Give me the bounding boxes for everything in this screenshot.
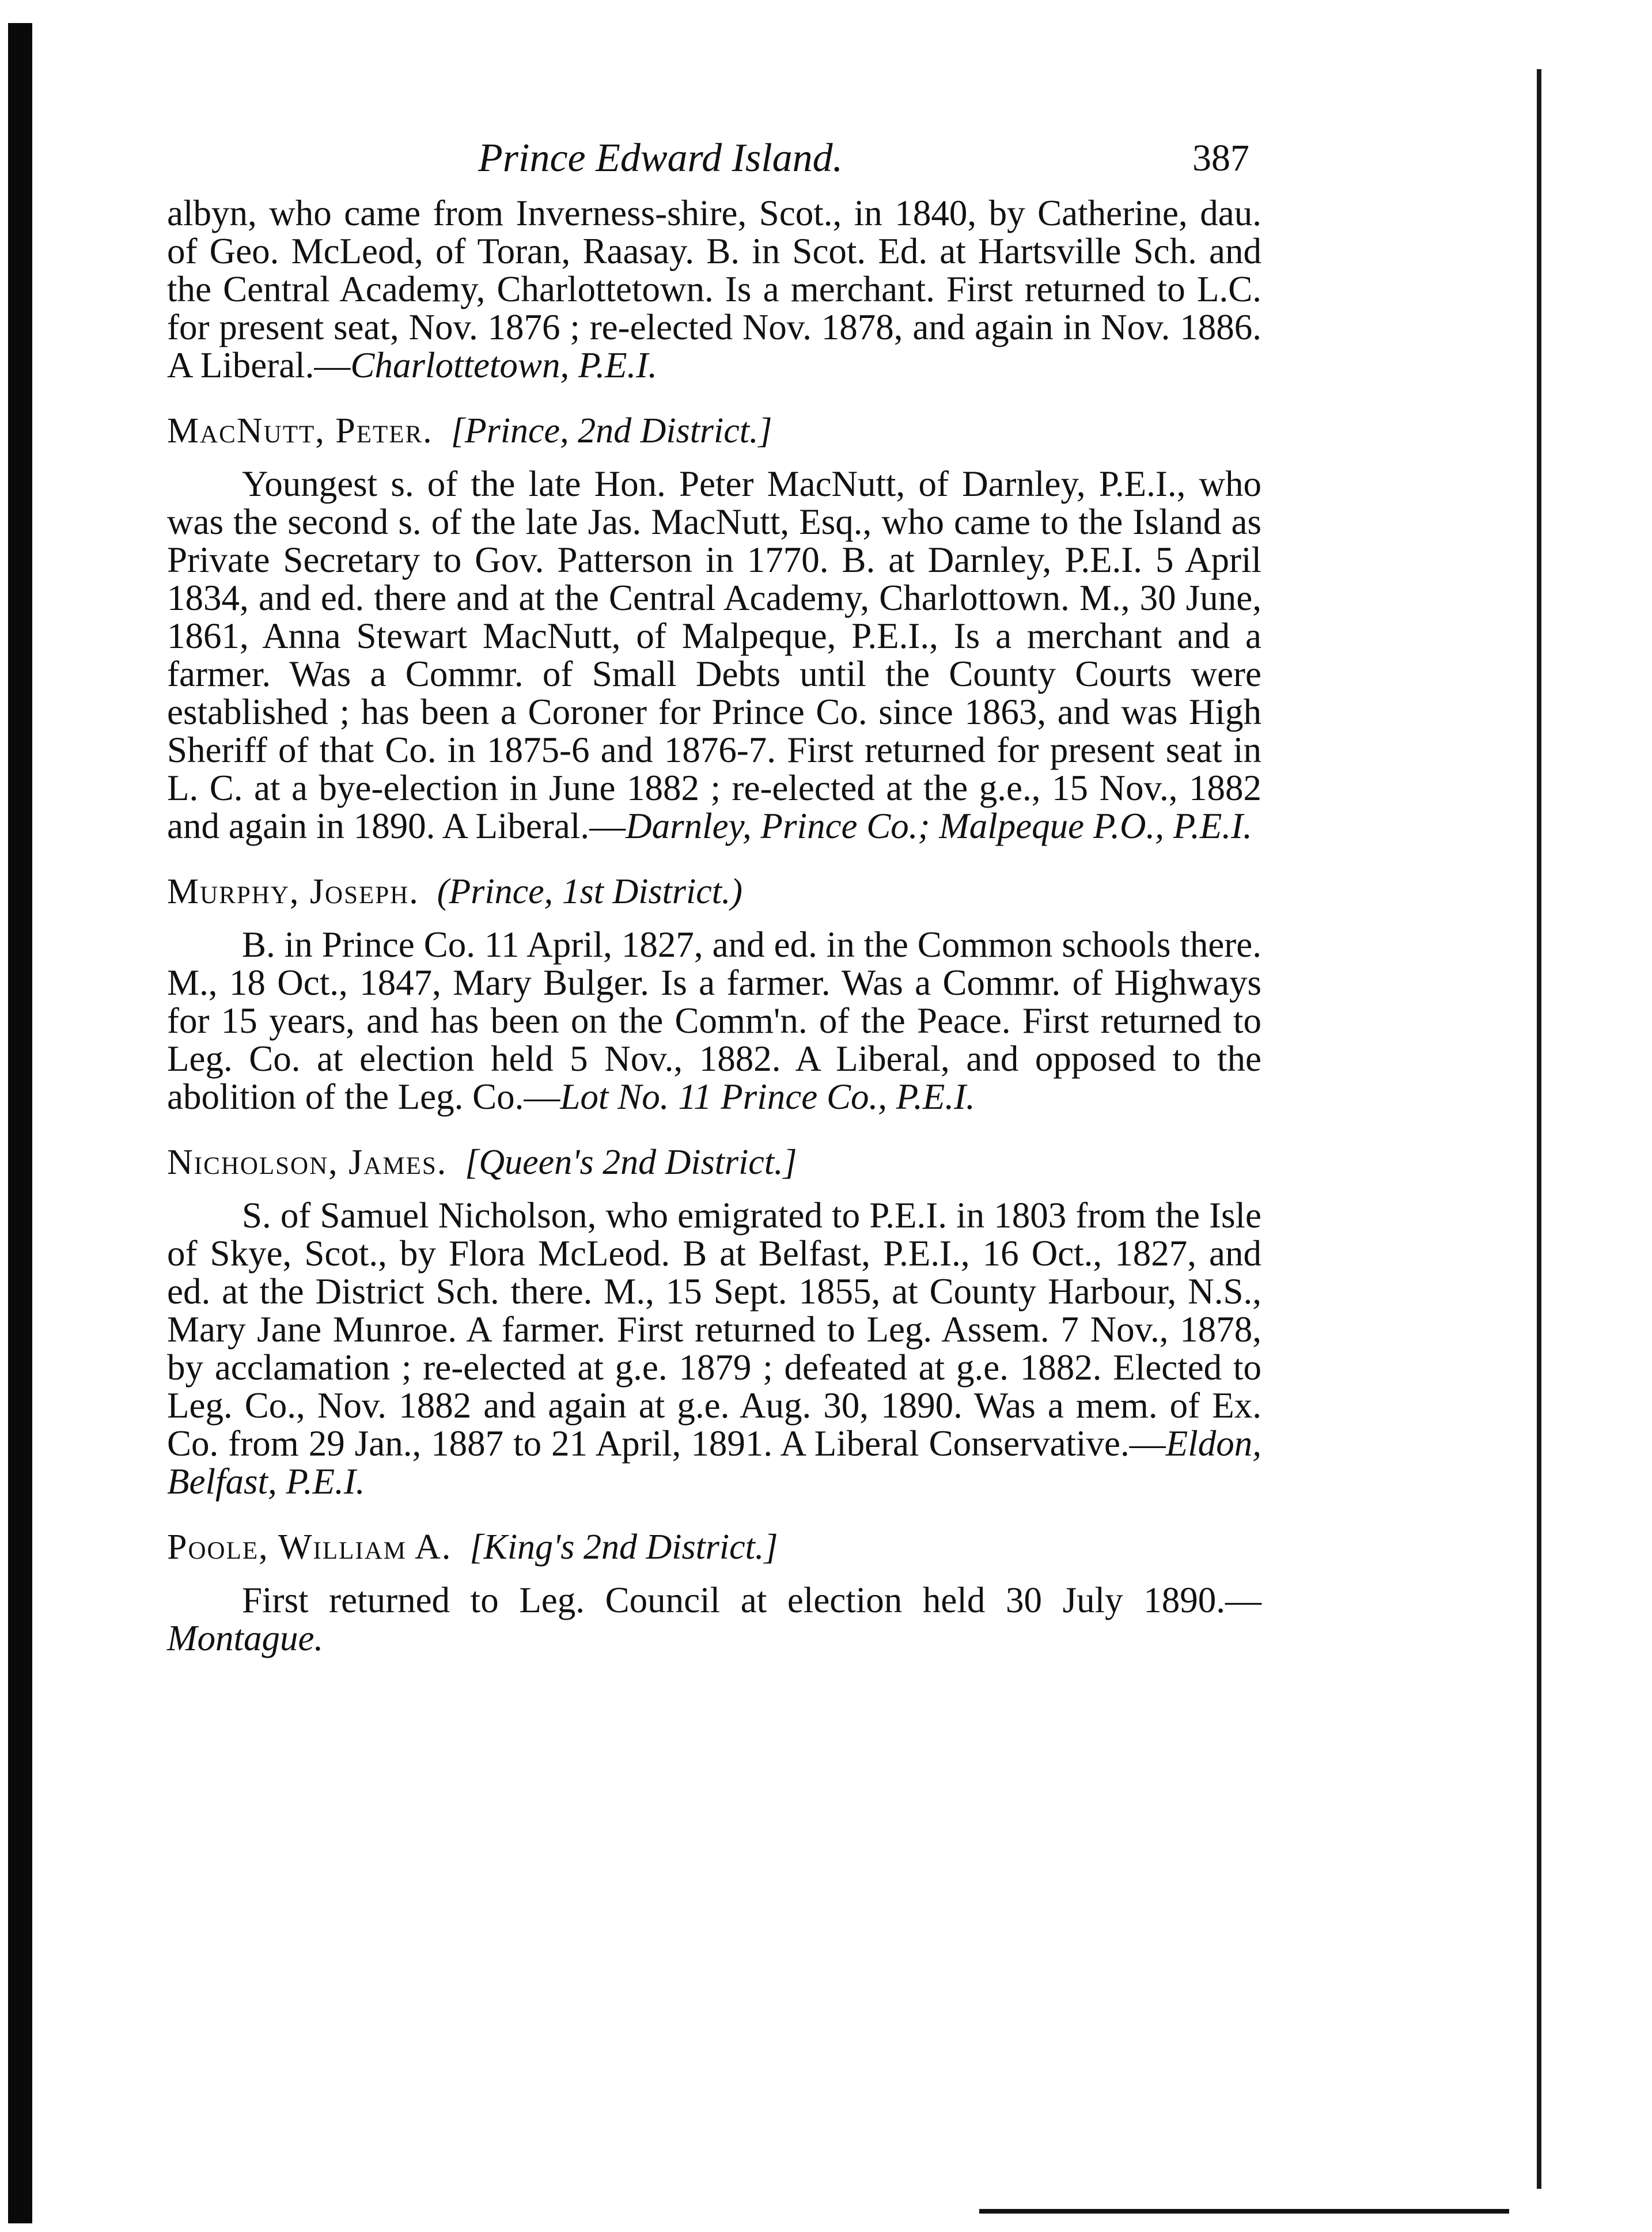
entry-body bbox=[167, 926, 1261, 1116]
entry-district: [Prince, 2nd District.] bbox=[450, 411, 772, 450]
entry-nicholson bbox=[167, 1142, 1261, 1500]
entry-heading bbox=[167, 1142, 1261, 1183]
entry-poole bbox=[167, 1527, 1261, 1657]
page-number: 387 bbox=[1192, 137, 1249, 179]
entry-district: (Prince, 1st District.) bbox=[437, 872, 743, 911]
entry-heading bbox=[167, 411, 1261, 451]
scan-shadow-left bbox=[8, 23, 32, 2223]
entry-address: Montague. bbox=[167, 1618, 324, 1658]
running-head bbox=[167, 118, 1261, 181]
entry-name: MacNutt, Peter. bbox=[167, 411, 433, 450]
entry-address: Darnley, Prince Co.; Malpeque P.O., P.E.I. bbox=[626, 806, 1252, 846]
entry-body-text: B. in Prince Co. 11 April, 1827, and ed. in the Common schools there. M., 18 Oct., 1847, Mary Bulger. Is a farmer. Was a Commr. of Highways for 15 years, and has been on the Comm'n. of the Peace. First returned to Leg. Co. at election held 5 Nov., 1882. A Liberal, and opposed to the abolition of the Leg. Co.— bbox=[167, 924, 1261, 1117]
scan-shadow-bottom bbox=[979, 2209, 1509, 2214]
scan-shadow-right bbox=[1537, 69, 1541, 2189]
entry-macnutt bbox=[167, 411, 1261, 845]
entry-body-text: First returned to Leg. Council at election held 30 July 1890.— bbox=[242, 1580, 1261, 1620]
continued-entry bbox=[167, 194, 1261, 384]
entry-body bbox=[167, 465, 1261, 845]
entry-body bbox=[167, 1581, 1261, 1657]
entry-address: Eldon, Belfast, P.E.I. bbox=[167, 1423, 1261, 1502]
entry-district: [Queen's 2nd District.] bbox=[465, 1143, 797, 1182]
book-page bbox=[167, 118, 1261, 1657]
entry-name: Nicholson, James. bbox=[167, 1143, 448, 1182]
entry-name: Poole, William A. bbox=[167, 1528, 452, 1567]
entry-body-text: S. of Samuel Nicholson, who emigrated to P.E.I. in 1803 from the Isle of Skye, Scot., by Flora McLeod. B at Belfast, P.E.I., 16 Oct., 1827, and ed. at the District Sch. there. M., 15 Sept. 1855, at County Harbour, N.S., Mary Jane Munroe. A farmer. First returned to Leg. Assem. 7 Nov., 1878, by acclamation ; re-elected at g.e. 1879 ; defeated at g.e. 1882. Elected to Leg. Co., Nov. 1882 and again at g.e. Aug. 30, 1890. Was a mem. of Ex. Co. from 29 Jan., 1887 to 21 April, 1891. A Liberal Conservative.— bbox=[167, 1195, 1261, 1464]
entry-name: Murphy, Joseph. bbox=[167, 872, 419, 911]
entry-murphy bbox=[167, 871, 1261, 1116]
entry-district: [King's 2nd District.] bbox=[469, 1528, 778, 1567]
continued-entry-text: albyn, who came from Inverness-shire, Scot., in 1840, by Catherine, dau. of Geo. McLeod, of Toran, Raasay. B. in Scot. Ed. at Hartsville Sch. and the Central Academy, Charlottetown. Is a merchant. First returned to L.C. for present seat, Nov. 1876 ; re-elected Nov. 1878, and again in Nov. 1886. A Liberal.— bbox=[167, 193, 1261, 385]
entry-heading bbox=[167, 871, 1261, 912]
running-title: Prince Edward Island. bbox=[478, 136, 843, 180]
entry-heading bbox=[167, 1527, 1261, 1567]
entry-body bbox=[167, 1196, 1261, 1500]
continued-entry-address: Charlottetown, P.E.I. bbox=[350, 345, 658, 385]
entry-body-text: Youngest s. of the late Hon. Peter MacNutt, of Darnley, P.E.I., who was the second s. of the late Jas. MacNutt, Esq., who came to the Island as Private Secretary to Gov. Patterson in 1770. B. at Darnley, P.E.I. 5 April 1834, and ed. there and at the Central Academy, Charlottown. M., 30 June, 1861, Anna Stewart MacNutt, of Malpeque, P.E.I., Is a merchant and a farmer. Was a Commr. of Small Debts until the County Courts were established ; has been a Coroner for Prince Co. since 1863, and was High Sheriff of that Co. in 1875-6 and 1876-7. First returned for present seat in L. C. at a bye-election in June 1882 ; re-elected at the g.e., 15 Nov., 1882 and again in 1890. A Liberal.— bbox=[167, 464, 1261, 846]
entry-address: Lot No. 11 Prince Co., P.E.I. bbox=[560, 1077, 975, 1117]
